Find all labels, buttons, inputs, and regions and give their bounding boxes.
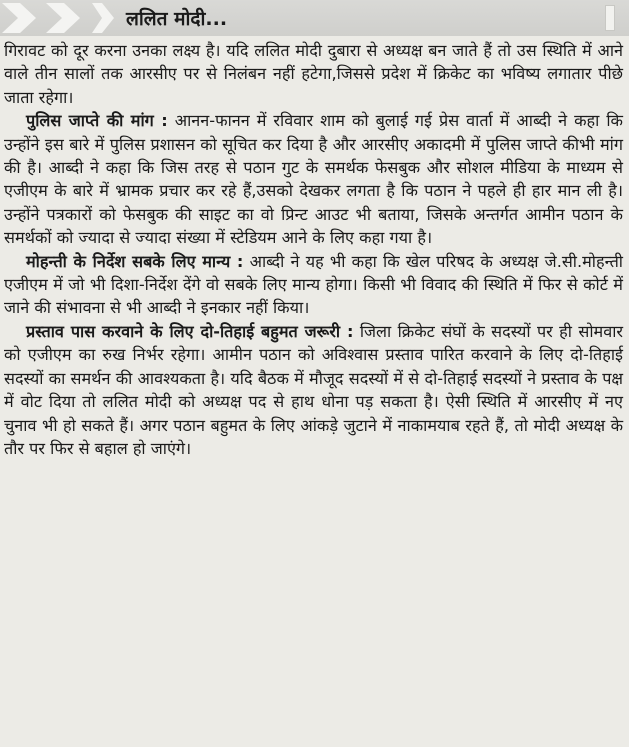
- paragraph-two-thirds-majority: [4, 320, 623, 460]
- section-banner: [0, 0, 629, 36]
- paragraph-police-demand: [4, 109, 623, 249]
- chevron-right-icon: [2, 3, 36, 33]
- section-title: ललित मोदी...: [126, 8, 228, 30]
- paragraph-intro: [4, 39, 623, 109]
- subheading-two-thirds-majority: प्रस्ताव पास करवाने के लिए दो-तिहाई बहुमत जरूरी :: [26, 321, 354, 341]
- banner-end-mark: [605, 5, 615, 31]
- article-body: [4, 39, 623, 460]
- paragraph-text: जिला क्रिकेट संघों के सदस्यों पर ही सोमवार को एजीएम का रुख निर्भर रहेगा। आमीन पठान को अविश्वास प्रस्ताव पारित करवाने के लिए दो-तिहाई सदस्यों का समर्थन की आवश्यकता है। यदि बैठक में मौजूद सदस्यों में से दो-तिहाई सदस्यों ने प्रस्ताव के पक्ष में वोट दिया तो ललित मोदी को अध्यक्ष पद से हाथ धोना पड़ सकता है। ऐसी स्थिति में आरसीए में नए चुनाव भी हो सकते हैं। अगर पठान बहुमत के लिए आंकड़े जुटाने में नाकामयाब रहते हैं, तो मोदी अध्यक्ष के तौर पर फिर से बहाल हो जाएंगे।: [4, 321, 624, 458]
- subheading-police-demand: पुलिस जाप्ते की मांग :: [26, 111, 168, 131]
- subheading-mohanty-directive: मोहन्ती के निर्देश सबके लिए मान्य :: [26, 251, 244, 271]
- paragraph-text: आब्दी ने यह भी कहा कि खेल परिषद के अध्यक्ष जे.सी.मोहन्ती एजीएम में जो भी दिशा-निर्देश देंगे वो सबके लिए मान्य होगा। किसी भी विवाद की स्थिति में फिर से कोर्ट में जाने की संभावना से भी आब्दी ने इनकार नहीं किया।: [4, 251, 623, 318]
- paragraph-mohanty-directive: [4, 250, 623, 320]
- chevron-right-icon: [92, 3, 114, 33]
- paragraph-text: गिरावट को दूर करना उनका लक्ष्य है। यदि ललित मोदी दुबारा से अध्यक्ष बन जाते हैं तो उस स्थिति में आने वाले तीन सालों तक आरसीए पर से निलंबन नहीं हटेगा,जिससे प्रदेश में क्रिकेट का भविष्य लगातार पीछे जाता रहेगा।: [4, 41, 623, 107]
- chevron-right-icon: [46, 3, 80, 33]
- paragraph-text: आनन-फानन में रविवार शाम को बुलाई गई प्रेस वार्ता में आब्दी ने कहा कि उन्होंने इस बारे में पुलिस प्रशासन को सूचित कर दिया है और आरसीए अकादमी में पुलिस जाप्ते कीभी मांग की है। आब्दी ने कहा कि जिस तरह से पठान गुट के समर्थक फेसबुक और सोशल मीडिया के माध्यम से एजीएम के बारे में भ्रामक प्रचार कर रहे हैं,उसको देखकर लगता है कि पठान ने पहले ही हार मान ली है। उन्होंने पत्रकारों को फेसबुक की साइट का वो प्रिन्ट आउट भी बताया, जिसके अन्तर्गत आमीन पठान के समर्थकों को ज्यादा से ज्यादा संख्या में स्टेडियम आने के लिए कहा गया है।: [4, 111, 623, 248]
